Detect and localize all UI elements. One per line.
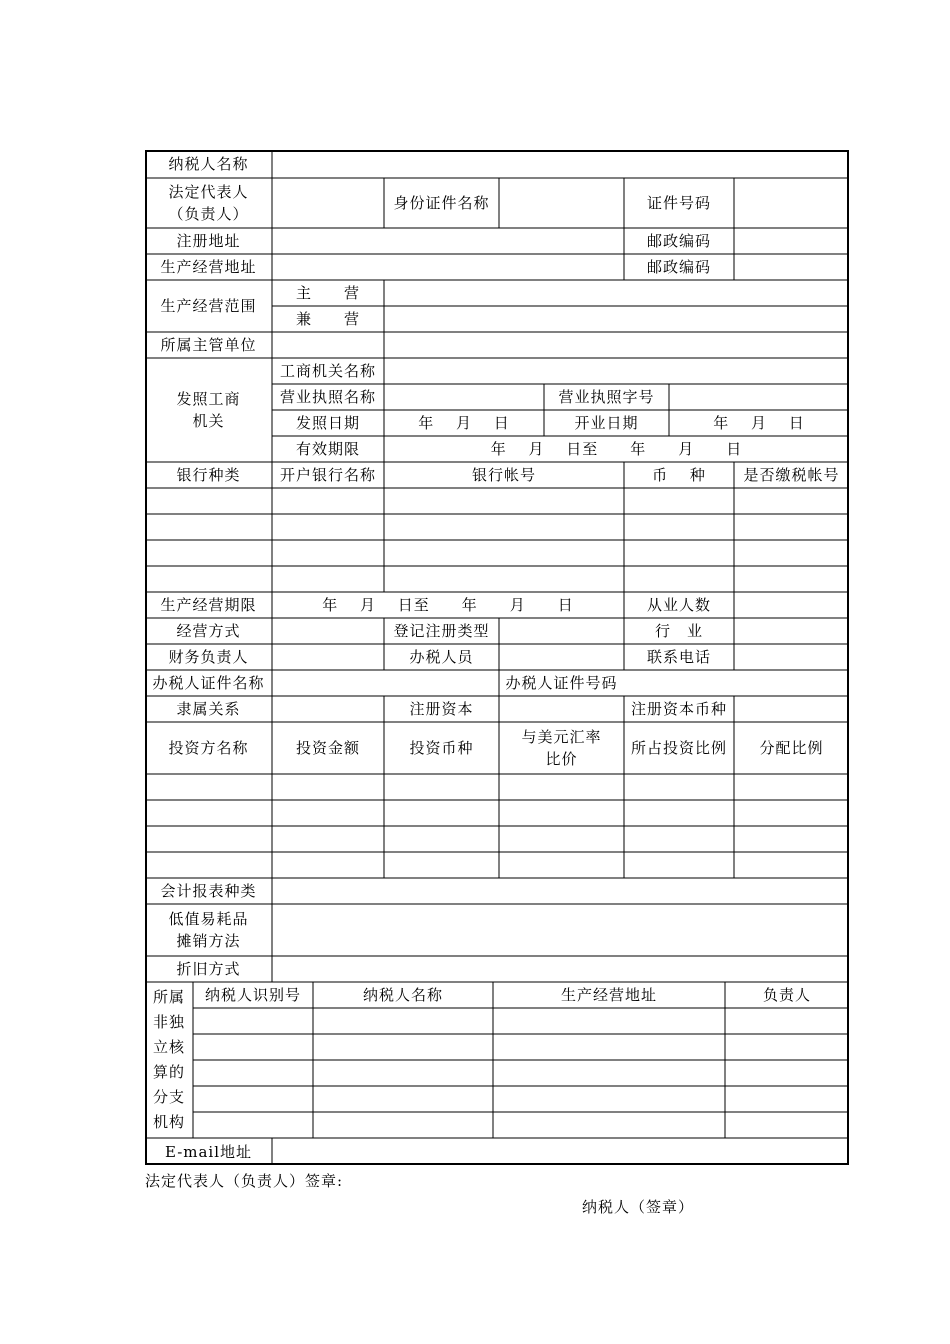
invest-header-amount: 投资金额 [295, 739, 360, 757]
op-address-field[interactable] [272, 254, 624, 280]
op-mode-label: 经营方式 [176, 622, 241, 640]
legal-rep-label [145, 178, 272, 228]
branch-side-label [145, 982, 193, 1138]
bank-row-cell[interactable] [734, 514, 849, 540]
license-name-field[interactable] [384, 384, 544, 410]
tax-staff-field[interactable] [499, 644, 624, 670]
bank-header-tax-account: 是否缴税帐号 [743, 466, 840, 484]
bank-row-cell[interactable] [384, 540, 624, 566]
license-authority-group-label [145, 358, 272, 462]
branch-side-line: 机构 [152, 1113, 185, 1131]
branch-row-cell[interactable] [493, 1008, 725, 1034]
bank-header-bank-name: 开户银行名称 [279, 466, 376, 484]
branch-row-cell[interactable] [193, 1086, 313, 1112]
branch-header-address: 生产经营地址 [560, 986, 657, 1004]
bank-row-cell[interactable] [734, 540, 849, 566]
bank-row-cell[interactable] [384, 514, 624, 540]
invest-row-cell[interactable] [272, 826, 384, 852]
staff-count-field[interactable] [734, 592, 849, 618]
branch-header-manager: 负责人 [762, 986, 811, 1004]
invest-header-ratio: 所占投资比例 [630, 739, 727, 757]
scope-side-label: 兼 营 [295, 310, 360, 328]
invest-row-cell[interactable] [145, 774, 272, 800]
branch-row-cell[interactable] [193, 1060, 313, 1086]
depreciation-label: 折旧方式 [176, 960, 241, 978]
authority-name-field[interactable] [384, 358, 849, 384]
invest-row-cell[interactable] [145, 800, 272, 826]
invest-row-cell[interactable] [499, 774, 624, 800]
invest-row-cell[interactable] [734, 852, 849, 878]
scope-main-field[interactable] [384, 280, 849, 306]
license-no-field[interactable] [669, 384, 849, 410]
branch-row-cell[interactable] [725, 1008, 849, 1034]
industry-field[interactable] [734, 618, 849, 644]
invest-row-cell[interactable] [734, 800, 849, 826]
branch-row-cell[interactable] [313, 1086, 493, 1112]
bank-row-cell[interactable] [145, 566, 272, 592]
op-period-label: 生产经营期限 [160, 596, 257, 614]
taxpayer-signature-label: 纳税人（签章） [582, 1198, 695, 1216]
valid-period-field[interactable]: 年 月 日至 年 月 日 [490, 440, 743, 458]
reg-type-field[interactable] [499, 618, 624, 644]
bank-row-cell[interactable] [145, 488, 272, 514]
reg-capital-field[interactable] [499, 696, 624, 722]
reg-postcode-label: 邮政编码 [646, 232, 711, 250]
branch-row-cell[interactable] [725, 1034, 849, 1060]
invest-header-rate [499, 722, 624, 774]
finance-head-label: 财务负责人 [168, 648, 249, 666]
agent-id-name-field[interactable] [272, 670, 499, 696]
scope-label: 生产经营范围 [160, 297, 257, 315]
staff-count-label: 从业人数 [646, 596, 711, 614]
id-doc-name-field[interactable] [499, 178, 624, 228]
reg-type-label: 登记注册类型 [393, 622, 490, 640]
taxpayer-name-label: 纳税人名称 [168, 155, 249, 173]
amortize-label [145, 904, 272, 956]
legal-rep-field[interactable] [272, 178, 384, 228]
invest-header-rate-line2: 比价 [545, 750, 578, 768]
invest-row-cell[interactable] [734, 826, 849, 852]
bank-row-cell[interactable] [384, 488, 624, 514]
branch-row-cell[interactable] [493, 1060, 725, 1086]
supervisor-field[interactable] [272, 332, 849, 358]
license-name-label: 营业执照名称 [279, 388, 376, 406]
registration-form-table [145, 150, 849, 1165]
branch-row-cell[interactable] [313, 1034, 493, 1060]
issue-date-label: 发照日期 [295, 414, 360, 432]
affiliation-field[interactable] [272, 696, 384, 722]
branch-row-cell[interactable] [193, 1034, 313, 1060]
bank-header-currency: 币 种 [652, 466, 706, 484]
branch-row-cell[interactable] [725, 1060, 849, 1086]
agent-id-no-label: 办税人证件号码 [505, 674, 618, 692]
bank-row-cell[interactable] [624, 514, 734, 540]
bank-row-cell[interactable] [734, 488, 849, 514]
invest-row-cell[interactable] [384, 774, 499, 800]
legal-rep-label-line1: 法定代表人 [168, 183, 249, 201]
branch-row-cell[interactable] [725, 1112, 849, 1138]
bank-row-cell[interactable] [272, 566, 384, 592]
bank-header-type: 银行种类 [176, 466, 241, 484]
op-postcode-field[interactable] [734, 254, 849, 280]
scope-side-field[interactable] [384, 306, 849, 332]
agent-id-no-field[interactable] [624, 670, 849, 696]
branch-side-line: 算的 [152, 1063, 185, 1081]
branch-header-tin: 纳税人识别号 [204, 986, 301, 1004]
branch-row-cell[interactable] [193, 1008, 313, 1034]
invest-row-cell[interactable] [624, 852, 734, 878]
affiliation-label: 隶属关系 [176, 700, 241, 718]
bank-row-cell[interactable] [145, 540, 272, 566]
invest-row-cell[interactable] [145, 852, 272, 878]
invest-row-cell[interactable] [384, 852, 499, 878]
tax-staff-label: 办税人员 [409, 648, 474, 666]
email-field[interactable] [272, 1138, 849, 1165]
op-address-label: 生产经营地址 [160, 258, 257, 276]
phone-label: 联系电话 [646, 648, 711, 666]
branch-side-line: 立核 [152, 1038, 185, 1056]
amortize-label-line1: 低值易耗品 [168, 910, 249, 928]
valid-period-label: 有效期限 [295, 440, 360, 458]
reg-capital-label: 注册资本 [409, 700, 474, 718]
supervisor-label: 所属主管单位 [160, 336, 257, 354]
invest-row-cell[interactable] [734, 774, 849, 800]
bank-row-cell[interactable] [734, 566, 849, 592]
bank-row-cell[interactable] [384, 566, 624, 592]
branch-side-line: 分支 [152, 1088, 185, 1106]
id-number-label: 证件号码 [646, 194, 711, 212]
license-group-line1: 发照工商 [176, 390, 241, 408]
license-no-label: 营业执照字号 [558, 388, 655, 406]
invest-row-cell[interactable] [499, 826, 624, 852]
invest-row-cell[interactable] [145, 826, 272, 852]
invest-row-cell[interactable] [272, 800, 384, 826]
issue-date-field[interactable]: 年 月 日 [418, 414, 510, 432]
branch-row-cell[interactable] [493, 1112, 725, 1138]
accounting-field[interactable] [272, 878, 849, 904]
op-postcode-label: 邮政编码 [646, 258, 711, 276]
industry-label: 行 业 [654, 622, 703, 640]
finance-head-field[interactable] [272, 644, 384, 670]
depreciation-field[interactable] [272, 956, 849, 982]
id-doc-name-label: 身份证件名称 [393, 194, 490, 212]
email-label: E-mail地址 [164, 1142, 253, 1161]
invest-header-distribution: 分配比例 [759, 739, 824, 757]
reg-address-label: 注册地址 [176, 232, 241, 250]
license-group-line2: 机关 [192, 412, 225, 430]
scope-main-label: 主 营 [295, 284, 360, 302]
invest-row-cell[interactable] [499, 852, 624, 878]
authority-name-label: 工商机关名称 [279, 362, 376, 380]
invest-row-cell[interactable] [272, 852, 384, 878]
invest-header-name: 投资方名称 [168, 739, 249, 757]
invest-row-cell[interactable] [624, 774, 734, 800]
invest-row-cell[interactable] [624, 826, 734, 852]
branch-row-cell[interactable] [493, 1086, 725, 1112]
capital-currency-field[interactable] [734, 696, 849, 722]
invest-row-cell[interactable] [499, 800, 624, 826]
capital-currency-label: 注册资本币种 [630, 700, 727, 718]
reg-address-field[interactable] [272, 228, 624, 254]
bank-row-cell[interactable] [272, 514, 384, 540]
invest-row-cell[interactable] [384, 800, 499, 826]
agent-id-name-label: 办税人证件名称 [152, 674, 265, 692]
invest-row-cell[interactable] [272, 774, 384, 800]
legal-rep-label-line2: （负责人） [168, 205, 249, 223]
phone-field[interactable] [734, 644, 849, 670]
branch-row-cell[interactable] [313, 1112, 493, 1138]
bank-row-cell[interactable] [624, 566, 734, 592]
id-number-field[interactable] [734, 178, 849, 228]
bank-row-cell[interactable] [272, 540, 384, 566]
branch-side-line: 所属 [152, 988, 185, 1006]
branch-row-cell[interactable] [313, 1060, 493, 1086]
legal-rep-signature-label: 法定代表人（负责人）签章: [145, 1172, 344, 1190]
branch-row-cell[interactable] [313, 1008, 493, 1034]
reg-postcode-field[interactable] [734, 228, 849, 254]
branch-row-cell[interactable] [725, 1086, 849, 1112]
taxpayer-name-field[interactable] [272, 150, 849, 178]
amortize-label-line2: 摊销方法 [176, 932, 241, 950]
amortize-field[interactable] [272, 904, 849, 956]
op-period-field[interactable]: 年 月 日至 年 月 日 [322, 596, 574, 614]
bank-row-cell[interactable] [145, 514, 272, 540]
open-date-field[interactable]: 年 月 日 [713, 414, 805, 432]
invest-row-cell[interactable] [384, 826, 499, 852]
branch-side-line: 非独 [152, 1013, 185, 1031]
bank-row-cell[interactable] [624, 488, 734, 514]
bank-row-cell[interactable] [624, 540, 734, 566]
open-date-label: 开业日期 [574, 414, 639, 432]
branch-row-cell[interactable] [193, 1112, 313, 1138]
invest-row-cell[interactable] [624, 800, 734, 826]
branch-header-name: 纳税人名称 [362, 986, 443, 1004]
bank-row-cell[interactable] [272, 488, 384, 514]
branch-row-cell[interactable] [493, 1034, 725, 1060]
invest-header-rate-line1: 与美元汇率 [521, 728, 602, 746]
op-mode-field[interactable] [272, 618, 384, 644]
accounting-label: 会计报表种类 [160, 882, 257, 900]
invest-header-currency: 投资币种 [409, 739, 474, 757]
bank-header-account: 银行帐号 [471, 466, 536, 484]
